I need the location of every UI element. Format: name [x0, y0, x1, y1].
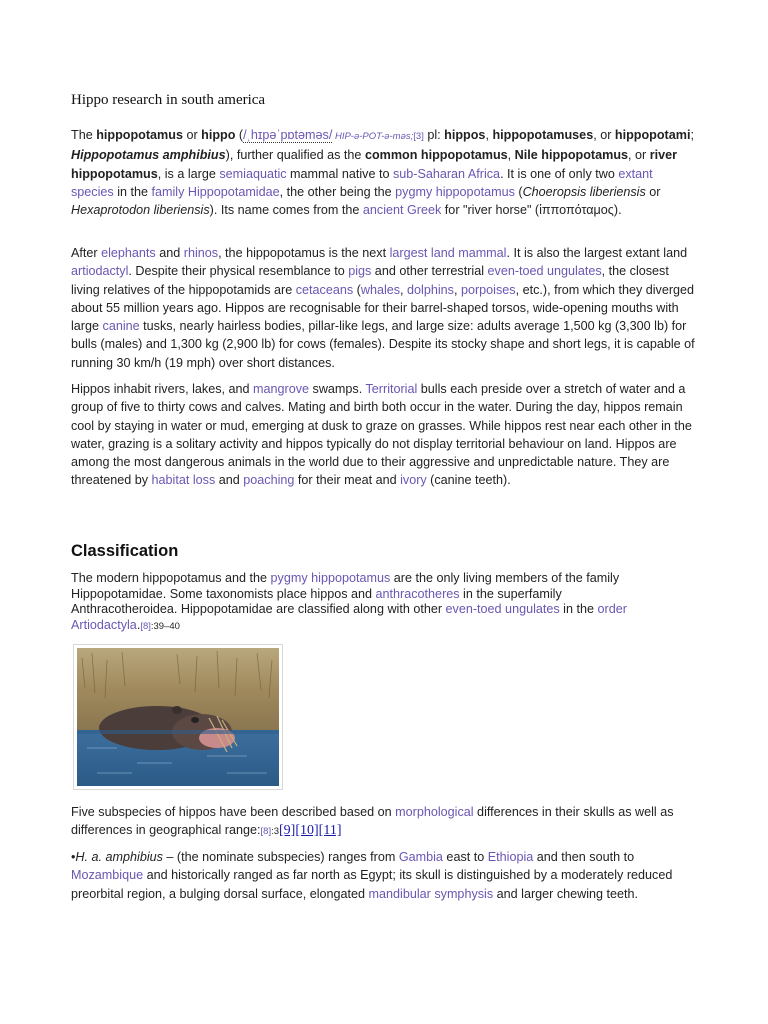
subspecies-intro-paragraph: Five subspecies of hippos have been described based on morphological differences in their skulls as well as differences in geographical range:[8]:3[9][10][11]	[71, 805, 674, 839]
link-elephants[interactable]: elephants	[101, 246, 156, 260]
classification-paragraph: The modern hippopotamus and the pygmy hippopotamus are the only living members of the family Hippopotamidae. Some taxonomists place hippos and anthracotheres in the superfamily Anthracotheroidea. Hippopotamidae are classified along with other even-toed ungulates in the order Artiodactyla.[8]:39–40	[71, 571, 627, 632]
link-rhinos[interactable]: rhinos	[183, 246, 219, 260]
link-even-toed-ungulates-2[interactable]: even-toed ungulates	[445, 602, 560, 617]
link-whales[interactable]: whales	[360, 282, 401, 297]
link-anthracotheres[interactable]: anthracotheres	[375, 586, 460, 601]
link-mozambique[interactable]: Mozambique	[71, 868, 144, 883]
link-pigs[interactable]: pigs	[348, 264, 372, 279]
ref-link-3[interactable]: [3]	[413, 131, 424, 142]
link-ivory[interactable]: ivory	[400, 473, 427, 488]
habitat-paragraph: Hippos inhabit rivers, lakes, and mangrove swamps. Territorial bulls each preside over a stretch of water and a group of five to thirty cows and calves. Mating and birth both occur in the water. During the day, hippos remain cool by staying in water or mud, emerging at dusk to graze on grasses. While hippos rest near each other in the water, grazing is a solitary activity and hippos typically do not display territorial behaviour on land. Hippos are among the most dangerous animals in the world due to their aggressive and unpredictable nature. They are threatened by habitat loss and poaching for their meat and ivory (canine teeth).	[71, 382, 692, 488]
link-gambia[interactable]: Gambia	[398, 850, 443, 864]
intro-paragraph: The hippopotamus or hippo (/ˌhɪpəˈpɒtəməs/ HIP-ə-POT-ə-məs;[3] pl: hippos, hippopotamuses, or hippopotami; Hippopotamus amphibius), further qualified as the common hippopotamus, Nile hippopotamus, or river hippopotamus, is a large semiaquatic mammal native to sub-Saharan Africa. It is one of only two extant species in the family Hippopotamidae, the other being the pygmy hippopotamus (Choeropsis liberiensis or Hexaprotodon liberiensis). Its name comes from the ancient Greek for "river horse" (ἱπποπόταμος).	[71, 128, 694, 218]
link-mangrove[interactable]: mangrove	[253, 382, 310, 396]
link-order-artiodactyla[interactable]: order Artiodactyla	[71, 602, 627, 632]
subspecies-amphibius-item: •H. a. amphibius – (the nominate subspecies) ranges from Gambia east to Ethiopia and then south to Mozambique and historically ranged as far north as Egypt; its skull is distinguished by a moderately reduced preorbital region, a bulging dorsal surface, elongated mandibular symphysis and larger chewing teeth.	[71, 850, 673, 901]
respelling[interactable]: HIP-ə-POT-ə-məs;	[332, 131, 414, 142]
link-porpoises[interactable]: porpoises	[460, 282, 516, 297]
ref-link-10[interactable]: [10]	[295, 823, 319, 839]
bullet: •	[71, 850, 76, 864]
link-cetaceans[interactable]: cetaceans	[295, 282, 354, 297]
classification-heading: Classification	[71, 542, 179, 560]
link-mandibular-symphysis[interactable]: mandibular symphysis	[368, 886, 494, 901]
ref-link-11[interactable]: [11]	[318, 823, 342, 839]
link-even-toed-ungulates[interactable]: even-toed ungulates	[487, 264, 602, 279]
link-extant-species[interactable]: extant species	[71, 166, 653, 199]
link-ancient-greek[interactable]: ancient Greek	[362, 203, 442, 218]
link-largest-land-mammal[interactable]: largest land mammal	[389, 246, 507, 260]
link-family-hippopotamidae[interactable]: family Hippopotamidae	[151, 184, 280, 199]
link-morphological[interactable]: morphological	[395, 805, 474, 819]
link-ethiopia[interactable]: Ethiopia	[487, 850, 534, 864]
link-semiaquatic[interactable]: semiaquatic	[219, 166, 287, 181]
link-habitat-loss[interactable]: habitat loss	[151, 473, 216, 488]
hippo-photo	[73, 644, 283, 790]
link-sub-saharan-africa[interactable]: sub-Saharan Africa	[392, 166, 501, 181]
link-dolphins[interactable]: dolphins	[407, 282, 454, 297]
ref-link-8[interactable]: [8]	[140, 620, 151, 632]
link-pygmy-hippopotamus-2[interactable]: pygmy hippopotamus	[270, 571, 391, 585]
ref-link-9[interactable]: [9]	[279, 823, 296, 839]
link-canine[interactable]: canine	[102, 319, 140, 334]
ref-link-8b[interactable]: [8]	[260, 826, 272, 838]
ipa-pronunciation[interactable]: /ˌhɪpəˈpɒtəməs/	[243, 128, 333, 142]
hippo-in-water-image	[77, 648, 279, 786]
link-territorial[interactable]: Territorial	[365, 382, 418, 396]
link-poaching[interactable]: poaching	[243, 473, 295, 488]
size-paragraph: After elephants and rhinos, the hippopotamus is the next largest land mammal. It is also the largest extant land artiodactyl. Despite their physical resemblance to pigs and other terrestrial even-toed ungulates, the closest living relatives of the hippopotamids are cetaceans (whales, dolphins, porpoises, etc.), from which they diverged about 55 million years ago. Hippos are recognisable for their barrel-shaped torsos, wide-opening mouths with large canine tusks, nearly hairless bodies, pillar-like legs, and large size: adults average 1,500 kg (3,300 lb) for bulls (males) and 1,300 kg (2,900 lb) for cows (females). Despite its stocky shape and short legs, it is capable of running 30 km/h (19 mph) over short distances.	[71, 246, 695, 370]
link-pygmy-hippopotamus[interactable]: pygmy hippopotamus	[395, 184, 515, 199]
link-artiodactyl[interactable]: artiodactyl	[71, 264, 129, 279]
page-title: Hippo research in south america	[71, 92, 266, 108]
